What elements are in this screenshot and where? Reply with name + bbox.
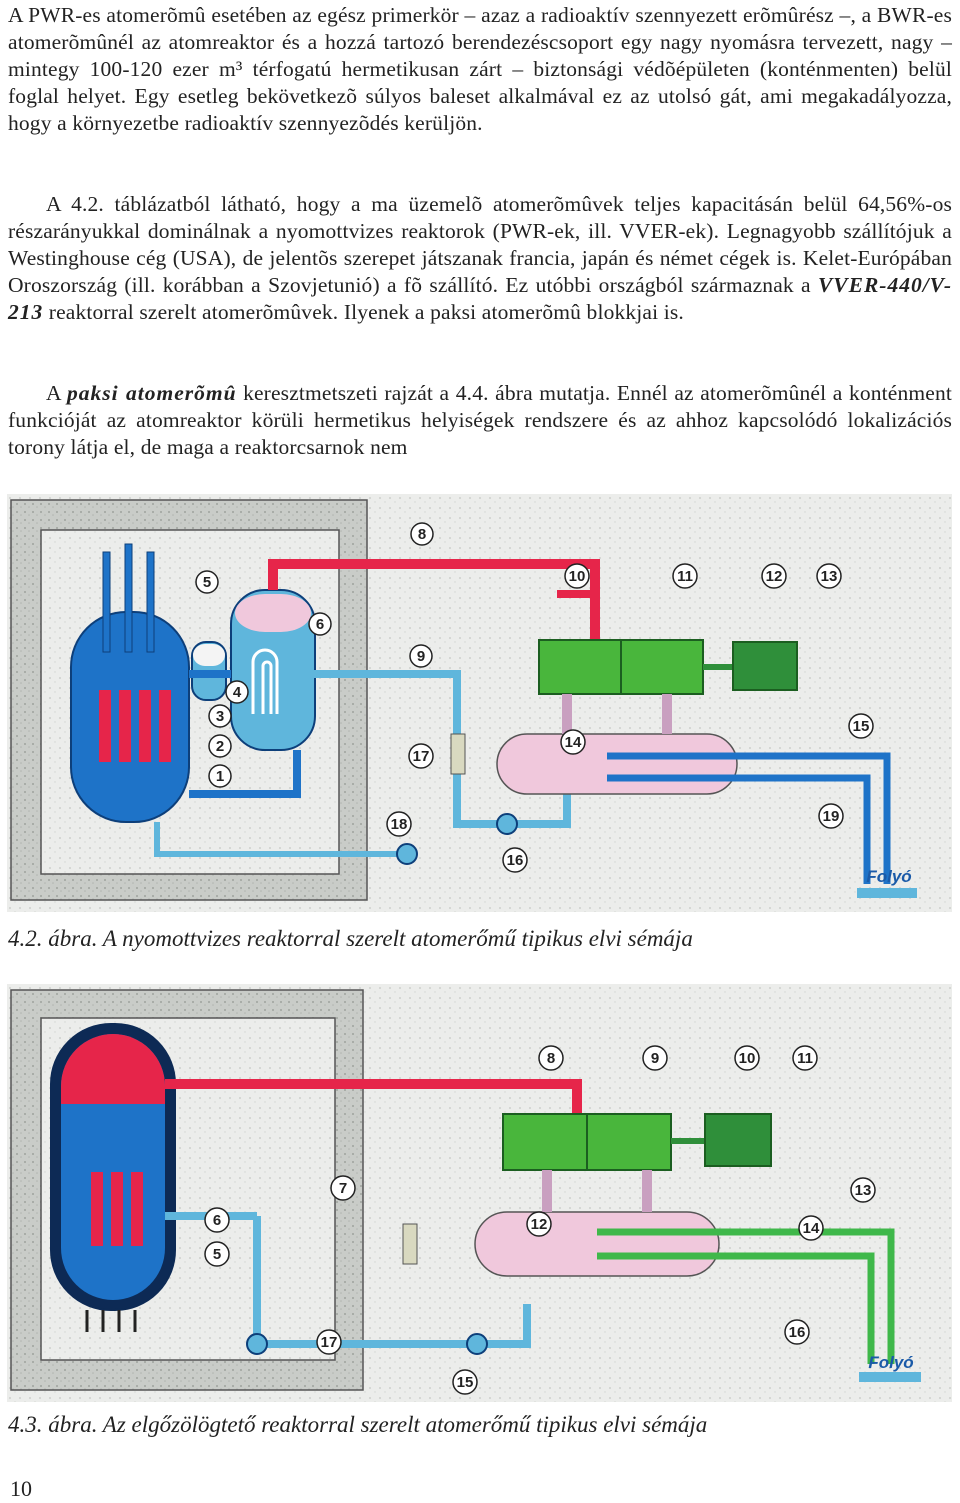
feedwater-pump <box>247 1334 267 1354</box>
label-5: 5 <box>212 1246 222 1263</box>
label-15: 15 <box>456 1374 474 1391</box>
paragraph-1 <box>8 2 952 137</box>
reactor-vessel <box>51 1024 175 1332</box>
label-18: 18 <box>390 816 408 833</box>
river <box>859 1372 921 1382</box>
label-5: 5 <box>202 574 212 591</box>
condensate-pump <box>497 814 517 834</box>
preheater <box>403 1224 417 1264</box>
page-number: 10 <box>10 1476 32 1501</box>
condensate-pump <box>467 1334 487 1354</box>
turbine <box>539 640 733 694</box>
condenser <box>475 1212 719 1276</box>
generator <box>733 642 797 690</box>
paragraph-3-emphasis: paksi atomerõmû <box>67 381 237 405</box>
feedwater-pump <box>397 844 417 864</box>
label-13: 13 <box>854 1182 872 1199</box>
label-6: 6 <box>212 1212 222 1229</box>
label-14: 14 <box>802 1220 820 1237</box>
generator <box>705 1114 771 1166</box>
label-12: 12 <box>530 1216 548 1233</box>
label-10: 10 <box>568 568 586 585</box>
paragraph-2-tail: reaktorral szerelt atomerõmûvek. Ilyenek a paksi atomerõmû blokkjai is. <box>43 300 684 324</box>
label-12: 12 <box>765 568 783 585</box>
label-19: 19 <box>822 808 840 825</box>
figure-caption-4-3: 4.3. ábra. Az elgőzölögtető reaktorral szerelt atomerőmű tipikus elvi sémája <box>8 1412 708 1437</box>
label-17: 17 <box>412 748 430 765</box>
river-label: Folyó <box>866 867 912 886</box>
paragraph-1-text: A PWR-es atomerõmû esetében az egész primerkör – azaz a radioaktív szennyezett erõmûrész –, a BWR-es atomerõmûnél az atomreaktor és a hozzá tartozó berendezéscsoport egy nagy nyomásra tervezett, nagy – mintegy 100-120 ezer m³ térfogatú hermetikusan zárt – biztonsági védõépületen (konténmenten) belül foglal helyet. Egy esetleg bekövetkezõ súlyos baleset alkalmával ez az utolsó gát, ami megakadályozza, hogy a környezetbe radioaktív szennyezõdés kerüljön. <box>8 3 952 135</box>
label-8: 8 <box>417 526 427 543</box>
label-2: 2 <box>215 738 225 755</box>
preheater <box>451 734 465 774</box>
river-label: Folyó <box>868 1353 914 1372</box>
label-9: 9 <box>650 1050 660 1067</box>
label-6: 6 <box>315 616 325 633</box>
condenser <box>497 734 737 794</box>
label-3: 3 <box>215 708 225 725</box>
label-1: 1 <box>215 768 225 785</box>
paragraph-3 <box>8 380 952 461</box>
paragraph-3-head: A <box>46 381 68 405</box>
river <box>857 888 917 898</box>
bwr-schematic-figure <box>7 984 952 1402</box>
label-4: 4 <box>232 684 242 701</box>
label-16: 16 <box>506 852 524 869</box>
label-8: 8 <box>546 1050 556 1067</box>
label-16: 16 <box>788 1324 806 1341</box>
label-13: 13 <box>820 568 838 585</box>
label-15: 15 <box>852 718 870 735</box>
paragraph-2-emphasis: VVER-440/V-213 <box>8 273 952 324</box>
paragraph-2-text: A 4.2. táblázatból látható, hogy a ma üzemelõ atomerõmûvek teljes kapacitásán belül 64,56%-os részarányukkal dominálnak a nyomottvizes reaktorok (PWR-ek, ill. VVER-ek). Legnagyobb szállítójuk a Westinghouse cég (USA), de jelentõs szerepet játszanak francia, japán és német cégek is. Kelet-Európában Oroszország (ill. korábban a Szovjetunió) a fõ szállító. Ez utóbbi országból származnak a <box>8 192 952 297</box>
label-11: 11 <box>797 1050 813 1067</box>
label-10: 10 <box>738 1050 756 1067</box>
label-14: 14 <box>564 734 582 751</box>
pwr-schematic-figure <box>7 494 952 912</box>
label-17: 17 <box>320 1334 338 1351</box>
paragraph-3-tail: keresztmetszeti rajzát a 4.4. ábra mutatja. Ennél az atomerõmûnél a konténment funkcióját az atomreaktor körüli hermetikus helyiségek rendszere és az ahhoz kapcsolódó lokalizációs torony látja el, de maga a reaktorcsarnok nem <box>8 381 952 459</box>
steam-generator <box>231 590 315 750</box>
figure-caption-4-2: 4.2. ábra. A nyomottvizes reaktorral szerelt atomerőmű tipikus elvi sémája <box>8 926 693 951</box>
label-9: 9 <box>416 648 426 665</box>
label-7: 7 <box>338 1180 348 1197</box>
label-11: 11 <box>677 568 693 585</box>
paragraph-2 <box>8 191 952 326</box>
